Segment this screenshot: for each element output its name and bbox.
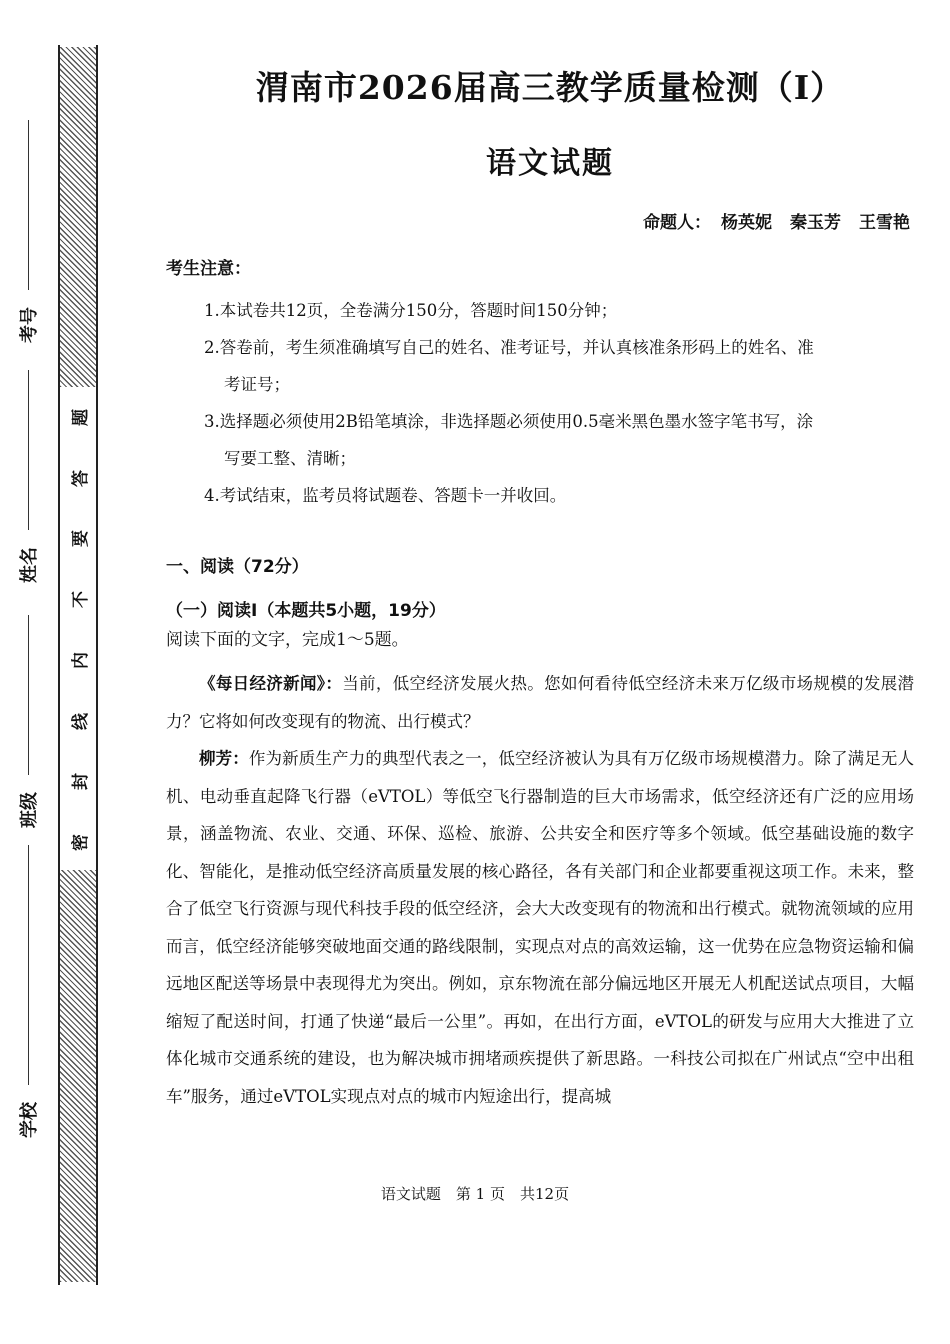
seal-char: 答	[70, 469, 91, 487]
instruction: 阅读下面的文字，完成1～5题。	[166, 630, 409, 650]
exam-number-field[interactable]	[0, 120, 56, 358]
name-label: 姓名	[19, 547, 40, 583]
notice-list	[204, 292, 914, 514]
school-label: 学校	[19, 1102, 40, 1138]
answer-speaker: 柳芳：	[199, 749, 249, 768]
seal-char: 封	[70, 773, 91, 791]
reading-passage	[166, 665, 914, 1115]
author-name: 秦玉芳	[790, 213, 841, 233]
exam-number-label: 考号	[19, 307, 40, 343]
notice-item	[204, 292, 914, 329]
seal-char: 线	[70, 712, 91, 730]
notice-item-text: 3.选择题必须使用2B铅笔填涂，非选择题必须使用0.5毫米黑色墨水签字笔书写，涂	[204, 412, 814, 431]
seal-char: 题	[70, 409, 91, 426]
notice-item-text: 4.考试结束，监考员将试题卷、答题卡一并收回。	[204, 486, 567, 505]
school-line	[28, 845, 29, 1085]
notice-title: 考生注意：	[166, 259, 251, 279]
notice-item-text: 2.答卷前，考生须准确填写自己的姓名、准考证号，并认真核准条形码上的姓名、准	[204, 338, 814, 357]
binding-hatch-top	[60, 47, 96, 387]
notice-item-continuation: 考证号；	[224, 375, 290, 394]
seal-char: 密	[70, 833, 91, 851]
name-field[interactable]	[0, 370, 56, 598]
school-field[interactable]	[0, 845, 56, 1153]
name-line	[28, 370, 29, 530]
question-speaker: 《每日经济新闻》：	[199, 674, 343, 693]
notice-item	[204, 403, 914, 477]
authors	[643, 208, 910, 233]
author-name: 王雪艳	[859, 213, 910, 233]
notice-item	[204, 329, 914, 403]
question-paragraph	[166, 665, 914, 740]
answer-text: 作为新质生产力的典型代表之一，低空经济被认为具有万亿级市场规模潜力。除了满足无人机、电动垂直起降飞行器（eVTOL）等低空飞行器制造的巨大市场需求，低空经济还有广泛的应用场景，涵盖物流、农业、交通、环保、巡检、旅游、公共安全和医疗等多个领域。低空基础设施的数字化、智能化，是推动低空经济高质量发展的核心路径，各有关部门和企业都要重视这项工作。未来，整合了低空飞行资源与现代科技手段的低空经济，会大大改变现有的物流和出行模式。就物流领域的应用而言，低空经济能够突破地面交通的路线限制，实现点对点的高效运输，这一优势在应急物资运输和偏远地区配送等场景中表现得尤为突出。例如，京东物流在部分偏远地区开展无人机配送试点项目，大幅缩短了配送时间，打通了快递“最后一公里”。再如，在出行方面，eVTOL的研发与应用大大推进了立体化城市交通系统的建设，也为解决城市拥堵顽疾提供了新思路。一科技公司拟在广州试点“空中出租车”服务，通过eVTOL实现点对点的城市内短途出行，提高城	[166, 749, 915, 1106]
seal-char: 要	[70, 530, 91, 548]
notice-item	[204, 477, 914, 514]
class-label: 班级	[19, 792, 40, 828]
question-text: 当前，低空经济发展火热。您如何看待低空经济未来万亿级市场规模的发展潜力？它将如何改变现有的物流、出行模式？	[166, 674, 915, 731]
author-name: 杨英妮	[721, 213, 772, 233]
binding-hatch-bottom	[60, 870, 96, 1282]
notice-item-text: 1.本试卷共12页，全卷满分150分，答题时间150分钟；	[204, 301, 618, 320]
answer-paragraph	[166, 740, 914, 1115]
seal-line-text	[60, 405, 96, 855]
seal-char: 不	[70, 591, 91, 609]
page-footer: 语文试题 第 1 页 共12页	[380, 1185, 570, 1203]
part-title: 一、阅读（72分）	[166, 557, 309, 577]
exam-subtitle: 语文试题	[486, 146, 614, 181]
exam-number-line	[28, 120, 29, 290]
class-field[interactable]	[0, 615, 56, 843]
sub-section-title: （一）阅读I（本题共5小题，19分）	[166, 601, 446, 621]
exam-title: 渭南市2026届高三教学质量检测（I）	[255, 68, 845, 107]
authors-label: 命题人：	[643, 213, 711, 233]
class-line	[28, 615, 29, 775]
seal-char: 内	[70, 651, 91, 669]
notice-item-continuation: 写要工整、清晰；	[224, 449, 356, 468]
